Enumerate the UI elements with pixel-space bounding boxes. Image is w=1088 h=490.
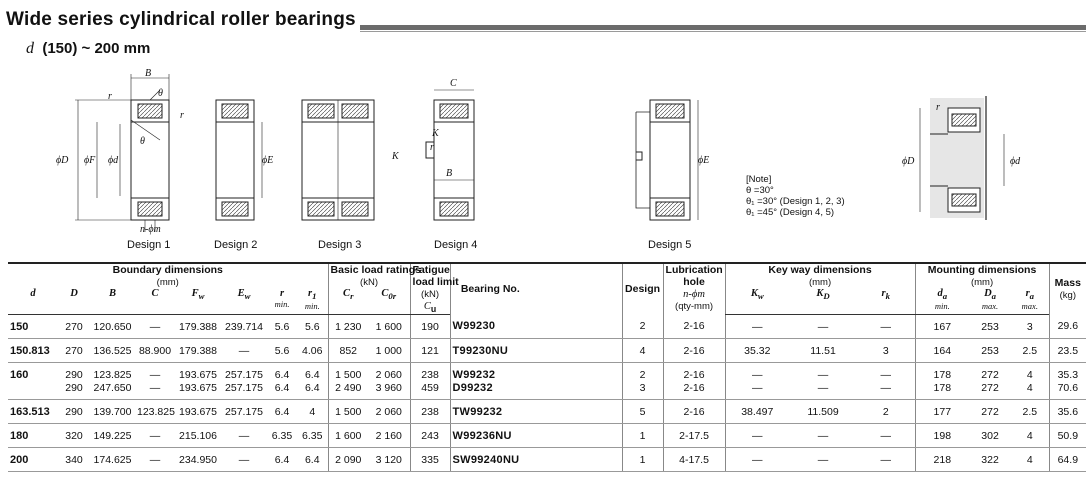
cell-Ew: — xyxy=(221,424,267,448)
cell-rk: — xyxy=(880,368,892,381)
cell-Kw: 38.497 xyxy=(725,400,789,424)
cell-da: 218 xyxy=(915,448,969,472)
cell-mass: 70.6 xyxy=(1049,381,1086,400)
cell-D: 270 xyxy=(58,339,90,363)
cell-Cr: 1 230 xyxy=(328,315,368,339)
cell-Cu: 238 xyxy=(410,400,450,424)
cell-Ew: 257.175 xyxy=(221,381,267,400)
cell-C0r: 2 060 xyxy=(375,368,402,381)
cell-Ew: 239.714 xyxy=(221,315,267,339)
cell-rk: — xyxy=(857,448,915,472)
design-1-label: Design 1 xyxy=(127,239,171,251)
cell-KD: — xyxy=(789,315,857,339)
header-design: Design xyxy=(622,263,663,315)
label-Fw: ϕF xyxy=(84,155,96,166)
cell-da: 178 xyxy=(915,381,969,400)
page-title: Wide series cylindrical roller bearings xyxy=(6,9,356,30)
note-line: θ₁ =45° (Design 4, 5) xyxy=(746,207,835,218)
cell-Ew: 257.175 xyxy=(225,368,263,381)
col-r1: $r_1$ min. xyxy=(297,288,328,315)
label-Kw: K xyxy=(392,151,399,162)
header-basic-load: Basic load ratings (kN) xyxy=(328,263,410,288)
cell-d: 180 xyxy=(8,424,58,448)
header-mass: Mass (kg) xyxy=(1049,263,1086,315)
cell-ra: 4 xyxy=(1011,381,1049,400)
cell-no: D99232 xyxy=(450,381,530,400)
table-row xyxy=(8,339,1086,363)
cell-B: 136.525 xyxy=(90,339,135,363)
cell-Kw: — xyxy=(725,381,789,400)
header-boundary: Boundary dimensions (mm) xyxy=(8,263,328,288)
cell-Cr: 1 600 xyxy=(328,424,368,448)
header-fatigue: Fatigue load limit xyxy=(410,263,450,288)
cell-D: 270 xyxy=(58,315,90,339)
cell-Cu: 121 xyxy=(410,339,450,363)
cell-d: 160 xyxy=(10,368,29,381)
mounting-drawing xyxy=(920,96,1004,220)
cell-lub: 4-17.5 xyxy=(663,448,725,472)
cell-D: 290 xyxy=(65,368,83,381)
cell-B: 149.225 xyxy=(90,424,135,448)
table-row xyxy=(8,381,1086,400)
cell-r1: 6.35 xyxy=(297,424,328,448)
cell-da: 198 xyxy=(915,424,969,448)
cell-r: 6.4 xyxy=(267,381,297,400)
bearing-table xyxy=(8,262,1086,472)
cell-blank xyxy=(530,448,622,472)
cell-ra: 4 xyxy=(1011,424,1049,448)
cell-design: 4 xyxy=(622,339,663,363)
cell-Da: 302 xyxy=(969,424,1011,448)
title-rule xyxy=(360,25,1086,30)
cell-ra: 3 xyxy=(1011,315,1049,339)
cell-mass: 23.5 xyxy=(1049,339,1086,363)
cell-Fw: 234.950 xyxy=(175,448,221,472)
label-D: ϕD xyxy=(56,155,69,166)
label-nm: n-ϕm xyxy=(140,224,161,235)
table-row xyxy=(8,424,1086,448)
cell-D: 340 xyxy=(58,448,90,472)
col-Fw: $F_w$ xyxy=(175,288,221,315)
label-theta1: θ xyxy=(140,136,145,147)
cell-Da: 253 xyxy=(969,339,1011,363)
header-lubrication: Lubrication hole n-ϕm (qty-mm) xyxy=(663,263,725,315)
col-B: B xyxy=(90,288,135,315)
cell-Kw: — xyxy=(725,315,789,339)
col-KD: $K_D$ xyxy=(789,288,857,315)
cell-C: — xyxy=(135,381,175,400)
col-ra: $r_a$ max. xyxy=(1011,288,1049,315)
cell-Fw: 193.675 xyxy=(175,400,221,424)
cell-r: 6.4 xyxy=(267,448,297,472)
label-d: ϕd xyxy=(108,155,119,166)
cell-rk: 3 xyxy=(857,339,915,363)
label-Ew-2: ϕE xyxy=(262,155,274,166)
cell-Cr: 1 500 xyxy=(328,400,368,424)
cell-Fw: 193.675 xyxy=(179,368,217,381)
cell-D: 290 xyxy=(58,381,90,400)
cell-D: 320 xyxy=(58,424,90,448)
cell-C: — xyxy=(135,424,175,448)
design-4-labels xyxy=(391,78,457,179)
cell-C: — xyxy=(135,315,175,339)
cell-mass: 35.6 xyxy=(1049,400,1086,424)
label-B: B xyxy=(145,68,152,79)
table-row xyxy=(8,363,1086,382)
cell-design: 1 xyxy=(622,424,663,448)
label-rk: r xyxy=(430,142,434,153)
cell-r1: 6.4 xyxy=(304,368,320,381)
cell-B: 174.625 xyxy=(90,448,135,472)
cell-r1: 5.6 xyxy=(297,315,328,339)
cell-no: W99236NU xyxy=(450,424,530,448)
label-B-4: B xyxy=(446,168,453,179)
cell-ra: 4 xyxy=(1011,448,1049,472)
cell-r: 6.4 xyxy=(274,368,290,381)
note-line: θ =30° xyxy=(746,185,774,196)
cell-blank xyxy=(530,315,622,339)
cell-Da: 253 xyxy=(969,315,1011,339)
cell-Cu: 335 xyxy=(410,448,450,472)
header-keyway: Key way dimensions (mm) xyxy=(725,263,915,288)
design-4-drawing xyxy=(426,90,474,220)
cell-Kw: — xyxy=(725,448,789,472)
cell-C: — xyxy=(135,448,175,472)
cell-rk: — xyxy=(857,315,915,339)
label-theta: θ xyxy=(158,88,163,99)
cell-B: 120.650 xyxy=(90,315,135,339)
cell-B: 123.825 xyxy=(93,368,132,381)
cell-lub: 2-16 xyxy=(663,381,725,400)
cell-rk: 2 xyxy=(857,400,915,424)
col-D: D xyxy=(58,288,90,315)
cell-design: 2 xyxy=(622,363,663,382)
label-da: ϕd xyxy=(1010,156,1021,167)
design-4-label: Design 4 xyxy=(434,239,478,251)
cell-design: 1 xyxy=(622,448,663,472)
cell-KD: 11.509 xyxy=(789,400,857,424)
cell-no: W99230 xyxy=(450,315,530,339)
cell-d: 150.813 xyxy=(8,339,58,363)
cell-Cr: 2 490 xyxy=(328,381,368,400)
cell-KD: — xyxy=(789,448,857,472)
table-body xyxy=(8,315,1086,472)
cell-d: 150 xyxy=(8,315,58,339)
cell-Ew: — xyxy=(221,339,267,363)
cell-d xyxy=(8,381,58,400)
cell-rk: — xyxy=(857,381,915,400)
col-d: d xyxy=(8,288,58,315)
cell-Da: 322 xyxy=(969,448,1011,472)
col-Kw: $K_w$ xyxy=(725,288,789,315)
col-da: $d_a$ min. xyxy=(915,288,969,315)
cell-r1: 6.4 xyxy=(297,381,328,400)
cell-blank xyxy=(530,424,622,448)
header-bearing-no: Bearing No. xyxy=(450,263,530,315)
cell-no: W99232 xyxy=(450,363,530,382)
label-Ew-5: ϕE xyxy=(698,155,710,166)
cell-Kw: — xyxy=(725,424,789,448)
cell-Fw: 179.388 xyxy=(175,315,221,339)
col-r: r min. xyxy=(267,288,297,315)
cell-KD: — xyxy=(789,424,857,448)
cell-blank xyxy=(530,339,622,363)
cell-D: 290 xyxy=(58,400,90,424)
cell-mass: 29.6 xyxy=(1049,315,1086,339)
cell-KD: — xyxy=(789,381,857,400)
cell-r1: 4.06 xyxy=(297,339,328,363)
cell-Kw: — xyxy=(725,363,789,382)
cell-Fw: 215.106 xyxy=(175,424,221,448)
cell-C: — xyxy=(149,368,161,381)
title-rule-thin xyxy=(360,31,1086,32)
design-3-drawing xyxy=(302,100,374,220)
cell-lub: 2-17.5 xyxy=(663,424,725,448)
subtitle-range: (150) ~ 200 mm xyxy=(42,40,151,57)
label-ra: r xyxy=(936,102,940,113)
cell-C0r: 1 000 xyxy=(368,339,410,363)
cell-Da: 272 xyxy=(969,381,1011,400)
design-3-label: Design 3 xyxy=(318,239,362,251)
cell-da: 177 xyxy=(915,400,969,424)
cell-blank xyxy=(530,381,622,400)
cell-mass: 35.3 xyxy=(1049,363,1086,382)
cell-Da: 272 xyxy=(969,400,1011,424)
cell-design: 3 xyxy=(622,381,663,400)
cell-da: 167 xyxy=(915,315,969,339)
cell-ra: 2.5 xyxy=(1011,339,1049,363)
subtitle-symbol: d xyxy=(26,40,34,57)
cell-Fw: 193.675 xyxy=(175,381,221,400)
cell-r1: 6.4 xyxy=(297,448,328,472)
bearing-drawings xyxy=(0,60,1088,260)
cell-C0r: 3 120 xyxy=(368,448,410,472)
cell-rk: — xyxy=(857,424,915,448)
cell-C0r: 2 160 xyxy=(368,424,410,448)
cell-design: 5 xyxy=(622,400,663,424)
cell-lub: 2-16 xyxy=(663,400,725,424)
table-row xyxy=(8,448,1086,472)
cell-da: 164 xyxy=(915,339,969,363)
cell-Cr: 852 xyxy=(328,339,368,363)
design-1-drawing xyxy=(75,74,169,232)
cell-r: 6.35 xyxy=(267,424,297,448)
label-r1: r xyxy=(180,110,184,121)
cell-Cr: 1 500 xyxy=(328,363,368,382)
cell-B: 247.650 xyxy=(90,381,135,400)
cell-Cu: 243 xyxy=(410,424,450,448)
cell-Fw: 179.388 xyxy=(175,339,221,363)
cell-B: 139.700 xyxy=(90,400,135,424)
cell-mass: 64.9 xyxy=(1049,448,1086,472)
cell-no: TW99232 xyxy=(450,400,530,424)
cell-blank xyxy=(530,400,622,424)
cell-C0r: 1 600 xyxy=(368,315,410,339)
cell-Cu: 190 xyxy=(410,315,450,339)
cell-lub: 2-16 xyxy=(663,315,725,339)
cell-blank xyxy=(530,363,622,382)
cell-r: 5.6 xyxy=(267,315,297,339)
label-Da: ϕD xyxy=(902,156,915,167)
cell-d: 163.513 xyxy=(8,400,58,424)
cell-KD: — xyxy=(817,368,829,381)
cell-Da: 272 xyxy=(981,368,999,381)
cell-r: 5.6 xyxy=(267,339,297,363)
label-KD: K xyxy=(432,128,439,139)
cell-C0r: 3 960 xyxy=(368,381,410,400)
design-5-drawing xyxy=(636,100,698,220)
col-C: C xyxy=(135,288,175,315)
design-5-label: Design 5 xyxy=(648,239,692,251)
cell-Cr: 2 090 xyxy=(328,448,368,472)
cell-mass: 50.9 xyxy=(1049,424,1086,448)
cell-Cu: 459 xyxy=(410,381,450,400)
design-2-label: Design 2 xyxy=(214,239,258,251)
cell-C0r: 2 060 xyxy=(368,400,410,424)
col-Ew: $E_w$ xyxy=(221,288,267,315)
page-subtitle xyxy=(26,40,150,58)
cell-lub: 2-16 xyxy=(663,363,725,382)
col-Cu: (kN) $C_u$ xyxy=(410,288,450,315)
cell-design: 2 xyxy=(622,315,663,339)
cell-Kw: 35.32 xyxy=(725,339,789,363)
cell-Ew: 257.175 xyxy=(221,400,267,424)
cell-r: 6.4 xyxy=(267,400,297,424)
col-rk: $r_k$ xyxy=(857,288,915,315)
label-C: C xyxy=(450,78,457,89)
cell-d: 200 xyxy=(8,448,58,472)
design-2-drawing xyxy=(216,100,262,220)
cell-da: 178 xyxy=(915,363,969,382)
col-Da: $D_a$ max. xyxy=(969,288,1011,315)
note-header: [Note] xyxy=(746,174,772,185)
cell-ra: 4 xyxy=(1026,368,1033,381)
cell-KD: 11.51 xyxy=(789,339,857,363)
table-row xyxy=(8,400,1086,424)
col-C0r: $C_{0r}$ xyxy=(368,288,410,315)
cell-ra: 2.5 xyxy=(1011,400,1049,424)
col-Cr: $C_r$ xyxy=(328,288,368,315)
table-row xyxy=(8,315,1086,339)
note-line: θ₁ =30° (Design 1, 2, 3) xyxy=(746,196,845,207)
cell-r1: 4 xyxy=(297,400,328,424)
note-box xyxy=(746,174,845,218)
cell-C: 123.825 xyxy=(135,400,175,424)
label-r: r xyxy=(108,91,112,102)
cell-no: T99230NU xyxy=(450,339,530,363)
cell-lub: 2-16 xyxy=(663,339,725,363)
cell-Ew: — xyxy=(221,448,267,472)
cell-no: SW99240NU xyxy=(450,448,530,472)
cell-Cu: 238 xyxy=(410,363,450,382)
header-mounting: Mounting dimensions (mm) xyxy=(915,263,1049,288)
cell-C: 88.900 xyxy=(135,339,175,363)
